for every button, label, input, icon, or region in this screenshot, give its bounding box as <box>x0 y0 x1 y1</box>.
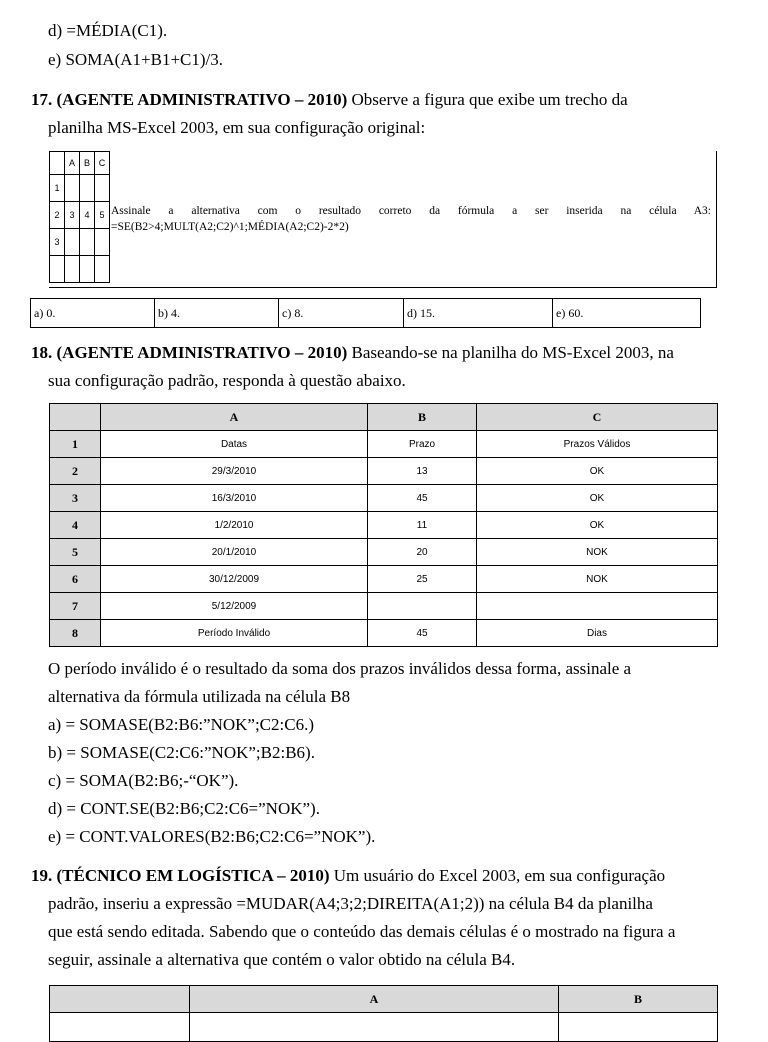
q19-cell <box>559 1013 718 1042</box>
cell-b <box>368 593 477 620</box>
q18-line2: sua configuração padrão, responda à questão abaixo. <box>48 371 406 390</box>
table-row <box>50 485 718 512</box>
q19-cell <box>190 1013 559 1042</box>
cell-a: Datas <box>101 431 368 458</box>
q18-col-c: C <box>477 404 718 431</box>
cell-b: 25 <box>368 566 477 593</box>
q17-options <box>30 298 701 328</box>
cell-b: Prazo <box>368 431 477 458</box>
q18-option-a[interactable]: a) = SOMASE(B2:B6:”NOK”;C2:C6.) <box>48 715 314 734</box>
q18-text-line2: alternativa da fórmula utilizada na célula B8 <box>48 687 351 706</box>
row-header: 1 <box>50 431 101 458</box>
row-header: 6 <box>50 566 101 593</box>
cell-a: 16/3/2010 <box>101 485 368 512</box>
cell-c: OK <box>477 458 718 485</box>
mini-col-c: C <box>95 152 110 175</box>
mini-corner <box>50 152 65 175</box>
row-header: 8 <box>50 620 101 647</box>
cell-a: 29/3/2010 <box>101 458 368 485</box>
cell-c <box>477 593 718 620</box>
table-row <box>50 620 718 647</box>
q19-line3: que está sendo editada. Sabendo que o conteúdo das demais células é o mostrado na figura a <box>48 922 676 941</box>
cell-c: NOK <box>477 539 718 566</box>
q19-line4: seguir, assinale a alternativa que contém o valor obtido na célula B4. <box>48 950 516 969</box>
mini-cell <box>65 229 80 256</box>
q18-col-b: B <box>368 404 477 431</box>
q18-corner <box>50 404 101 431</box>
q17-intro: Observe a figura que exibe um trecho da <box>351 90 628 109</box>
mini-cell-b2: 4 <box>80 202 95 229</box>
q17-number: 17. (AGENTE ADMINISTRATIVO – 2010) <box>31 90 348 109</box>
mini-col-a: A <box>65 152 80 175</box>
row-header: 7 <box>50 593 101 620</box>
q17-option-e[interactable]: e) 60. <box>553 299 701 328</box>
cell-a: 1/2/2010 <box>101 512 368 539</box>
mini-cell-c2: 5 <box>95 202 110 229</box>
q17-line2: planilha MS-Excel 2003, em sua configuração original: <box>48 118 426 137</box>
q19-line2: padrão, inseriu a expressão =MUDAR(A4;3;2;DIREITA(A1;2)) na célula B4 da planilha <box>48 894 653 913</box>
cell-b: 20 <box>368 539 477 566</box>
mini-cell <box>95 256 110 283</box>
mini-cell <box>65 175 80 202</box>
q17-instruction-text: Assinale a alternativa com o resultado correto da fórmula a ser inserida na célula A3: <box>111 205 711 217</box>
q19-spreadsheet <box>49 985 718 1042</box>
mini-cell <box>95 175 110 202</box>
row-header: 2 <box>50 458 101 485</box>
cell-a: Período Inválido <box>101 620 368 647</box>
q18-intro: Baseando-se na planilha do MS-Excel 2003, na <box>351 343 674 362</box>
q18-option-c[interactable]: c) = SOMA(B2:B6;-“OK”). <box>48 771 239 790</box>
table-row <box>50 539 718 566</box>
cell-a: 5/12/2009 <box>101 593 368 620</box>
q17-option-a[interactable]: a) 0. <box>31 299 155 328</box>
cell-b: 45 <box>368 620 477 647</box>
q19-line1 <box>31 862 737 890</box>
mini-row-1: 1 <box>50 175 65 202</box>
cell-c: Prazos Válidos <box>477 431 718 458</box>
q17-option-b[interactable]: b) 4. <box>155 299 279 328</box>
option-d-prev: d) =MÉDIA(C1). <box>48 21 168 40</box>
table-row <box>50 458 718 485</box>
row-header: 4 <box>50 512 101 539</box>
mini-col-b: B <box>80 152 95 175</box>
q19-cell <box>50 1013 190 1042</box>
cell-b: 11 <box>368 512 477 539</box>
q18-number: 18. (AGENTE ADMINISTRATIVO – 2010) <box>31 343 348 362</box>
mini-cell <box>80 256 95 283</box>
table-row <box>50 512 718 539</box>
q17-instruction <box>111 203 711 235</box>
mini-cell <box>65 256 80 283</box>
mini-cell <box>95 229 110 256</box>
q19-corner <box>50 986 190 1013</box>
cell-c: NOK <box>477 566 718 593</box>
q17-option-c[interactable]: c) 8. <box>279 299 404 328</box>
mini-cell <box>80 175 95 202</box>
mini-cell-a2: 3 <box>65 202 80 229</box>
q19-col-b: B <box>559 986 718 1013</box>
q18-line1 <box>31 339 737 367</box>
q17-option-d[interactable]: d) 15. <box>404 299 553 328</box>
q17-mini-sheet <box>49 151 110 283</box>
cell-b: 13 <box>368 458 477 485</box>
q17-line1 <box>31 86 737 114</box>
q19-number: 19. (TÉCNICO EM LOGÍSTICA – 2010) <box>31 866 330 885</box>
q18-spreadsheet <box>49 403 718 647</box>
cell-a: 30/12/2009 <box>101 566 368 593</box>
q18-option-e[interactable]: e) = CONT.VALORES(B2:B6;C2:C6=”NOK”). <box>48 827 376 846</box>
option-e-prev: e) SOMA(A1+B1+C1)/3. <box>48 50 224 69</box>
q18-option-d[interactable]: d) = CONT.SE(B2:B6;C2:C6=”NOK”). <box>48 799 320 818</box>
table-row <box>50 431 718 458</box>
cell-a: 20/1/2010 <box>101 539 368 566</box>
q19-intro: Um usuário do Excel 2003, em sua configuração <box>333 866 666 885</box>
cell-c: OK <box>477 485 718 512</box>
mini-cell <box>80 229 95 256</box>
q18-text-line1: O período inválido é o resultado da soma dos prazos inválidos dessa forma, assinale a <box>48 659 632 678</box>
table-row <box>50 593 718 620</box>
q17-formula: =SE(B2>4;MULT(A2;C2)^1;MÉDIA(A2;C2)-2*2) <box>111 221 349 233</box>
cell-c: OK <box>477 512 718 539</box>
row-header: 5 <box>50 539 101 566</box>
q18-col-a: A <box>101 404 368 431</box>
cell-c: Dias <box>477 620 718 647</box>
cell-b: 45 <box>368 485 477 512</box>
mini-row-blank <box>50 256 65 283</box>
q18-option-b[interactable]: b) = SOMASE(C2:C6:”NOK”;B2:B6). <box>48 743 315 762</box>
mini-row-2: 2 <box>50 202 65 229</box>
table-row <box>50 566 718 593</box>
mini-row-3: 3 <box>50 229 65 256</box>
row-header: 3 <box>50 485 101 512</box>
q19-col-a: A <box>190 986 559 1013</box>
q17-figure <box>49 151 717 288</box>
